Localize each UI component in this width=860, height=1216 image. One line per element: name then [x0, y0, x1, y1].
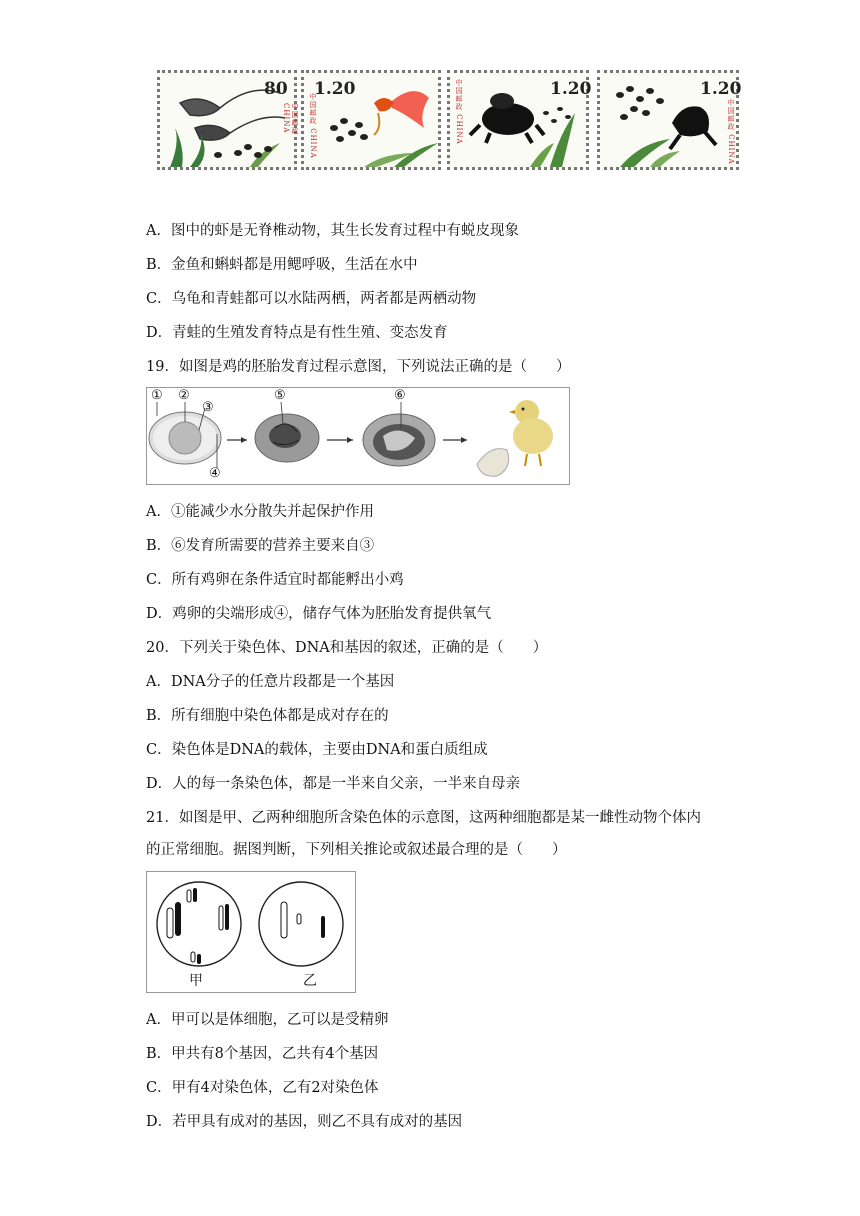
- chicken-embryo-figure: [146, 387, 570, 485]
- q21-option-d: D．若甲具有成对的基因，则乙不具有成对的基因: [146, 1114, 463, 1130]
- q21-stem-line2: 的正常细胞。据图判断，下列相关推论或叙述最合理的是（ ）: [146, 842, 567, 858]
- stamp-country: 中国邮政 CHINA: [282, 103, 299, 135]
- cell-label-yi: 乙: [303, 973, 317, 989]
- stamp-goldfish: [301, 70, 441, 170]
- label-3: ③: [202, 400, 214, 415]
- q18-option-c: C．乌龟和青蛙都可以水陆两栖，两者都是两栖动物: [146, 291, 477, 307]
- q20-option-a: A．DNA分子的任意片段都是一个基因: [146, 674, 395, 690]
- chromosome-diagram: [147, 872, 355, 992]
- stamp-shrimp: [157, 70, 297, 170]
- q19-option-b: B．⑥发育所需要的营养主要来自③: [146, 538, 375, 554]
- label-6: ⑥: [394, 388, 406, 403]
- q19-stem: 19．如图是鸡的胚胎发育过程示意图，下列说法正确的是（ ）: [146, 359, 571, 375]
- stamp-country: 中国邮政 CHINA: [727, 99, 735, 165]
- label-5: ⑤: [274, 388, 286, 403]
- cell-label-jia: 甲: [189, 973, 203, 989]
- q20-option-c: C．染色体是DNA的载体，主要由DNA和蛋白质组成: [146, 742, 488, 758]
- q20-option-d: D．人的每一条染色体，都是一半来自父亲，一半来自母亲: [146, 776, 521, 792]
- q18-option-a: A．图中的虾是无脊椎动物，其生长发育过程中有蜕皮现象: [146, 223, 519, 239]
- q19-option-c: C．所有鸡卵在条件适宜时都能孵出小鸡: [146, 572, 404, 588]
- stamp-country: 中国邮政 CHINA: [309, 93, 317, 159]
- chromosome-figure: [146, 871, 356, 993]
- q21-option-a: A．甲可以是体细胞，乙可以是受精卵: [146, 1012, 389, 1028]
- label-4: ④: [209, 466, 221, 481]
- q19-option-a: A．①能减少水分散失并起保护作用: [146, 504, 374, 520]
- q18-option-b: B．金鱼和蝌蚪都是用鳃呼吸，生活在水中: [146, 257, 418, 273]
- stamp-value: 80: [264, 79, 288, 99]
- stamp-country: 中国邮政 CHINA: [455, 79, 463, 145]
- stamp-frog: [597, 70, 742, 170]
- q20-stem: 20．下列关于染色体、DNA和基因的叙述，正确的是（ ）: [146, 640, 548, 656]
- stamp-value: 1.20: [550, 79, 592, 99]
- q20-option-b: B．所有细胞中染色体都是成对存在的: [146, 708, 389, 724]
- stamp-turtle: [447, 70, 592, 170]
- label-1: ①: [151, 388, 163, 403]
- stamp-value: 1.20: [314, 79, 356, 99]
- q19-option-d: D．鸡卵的尖端形成④，储存气体为胚胎发育提供氧气: [146, 606, 492, 622]
- q18-option-d: D．青蛙的生殖发育特点是有性生殖、变态发育: [146, 325, 448, 341]
- q21-option-b: B．甲共有8个基因，乙共有4个基因: [146, 1046, 379, 1062]
- q21-option-c: C．甲有4对染色体，乙有2对染色体: [146, 1080, 379, 1096]
- label-2: ②: [178, 388, 190, 403]
- q21-stem-line1: 21．如图是甲、乙两种细胞所含染色体的示意图，这两种细胞都是某一雌性动物个体内: [146, 810, 701, 826]
- stamp-value: 1.20: [700, 79, 742, 99]
